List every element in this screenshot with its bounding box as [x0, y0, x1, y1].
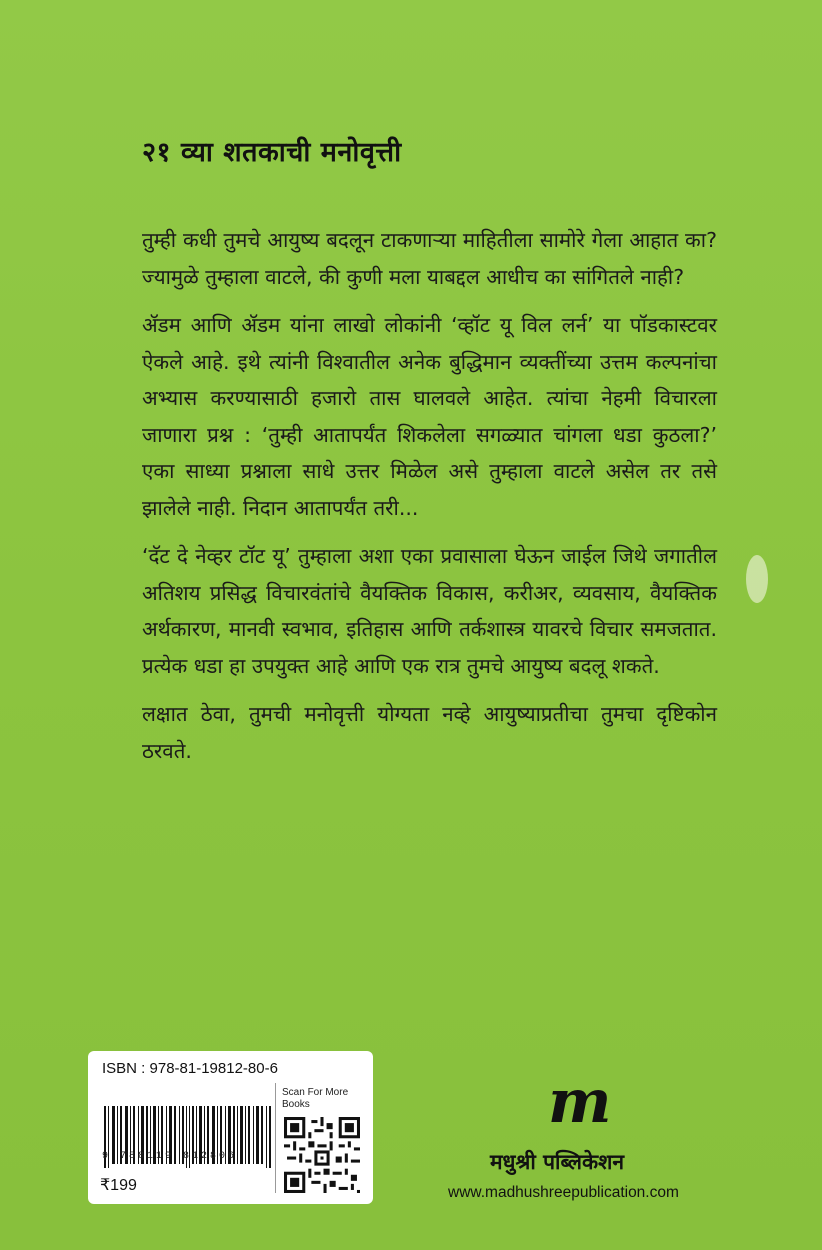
blurb-paragraph-3: ‘दॅट दे नेव्हर टॉट यू’ तुम्हाला अशा एका प्रवासाला घेऊन जाईल जिथे जगातील अतिशय प्रसिद्ध विचारवंतांचे वैयक्तिक विकास, करीअर, व्यवसाय, वैयक्तिक अर्थकारण, मानवी स्वभाव, इतिहास आणि तर्कशास्त्र यावरचे विचार समजतात. प्रत्येक धडा हा उपयुक्त आहे आणि एक रात्र तुमचे आयुष्य बदलू शकते.: [142, 544, 717, 678]
publisher-logo: m: [548, 1067, 612, 1137]
back-cover-title: २१ व्या शतकाची मनोवृत्ती: [142, 137, 402, 168]
barcode-digits: 9 788119 812806: [102, 1151, 238, 1162]
sticker-divider: [275, 1083, 276, 1193]
qr-code-icon[interactable]: [284, 1117, 360, 1193]
paper-mark: [746, 555, 768, 603]
barcode-sticker: [88, 1051, 373, 1204]
publisher-website[interactable]: www.madhushreepublication.com: [448, 1184, 679, 1201]
isbn-text: ISBN : 978-81-19812-80-6: [102, 1060, 278, 1077]
blurb-paragraph-2: ॲडम आणि ॲडम यांना लाखो लोकांनी ‘व्हॉट यू विल लर्न’ या पॉडकास्टवर ऐकले आहे. इथे त्यांनी विश्वातील अनेक बुद्धिमान व्यक्तींच्या उत्तम कल्पनांचा अभ्यास करण्यासाठी हजारो तास घालवले आहेत. त्यांचा नेहमी विचारला जाणारा प्रश्न : ‘तुम्ही आतापर्यंत शिकलेला सगळ्यात चांगला धडा कुठला?’ एका साध्या प्रश्नाला साधे उत्तर मिळेल असे तुम्हाला वाटले असेल तर तसे झालेले नाही. निदान आतापर्यंत तरी...: [142, 313, 717, 520]
blurb-paragraph-1: तुम्ही कधी तुमचे आयुष्य बदलून टाकणाऱ्या माहितीला सामोरे गेला आहात का? ज्यामुळे तुम्हाला वाटले, की कुणी मला याबद्दल आधीच का सांगितले नाही?: [142, 228, 717, 289]
scan-label: Scan For More Books: [282, 1087, 349, 1110]
blurb: [142, 222, 717, 781]
blurb-paragraph-4: लक्षात ठेवा, तुमची मनोवृत्ती योग्यता नव्हे आयुष्याप्रतीचा तुमचा दृष्टिकोन ठरवते.: [142, 702, 717, 763]
barcode-icon: [104, 1089, 272, 1185]
publisher-name: मधुश्री पब्लिकेशन: [490, 1150, 625, 1174]
price: ₹199: [100, 1177, 137, 1194]
